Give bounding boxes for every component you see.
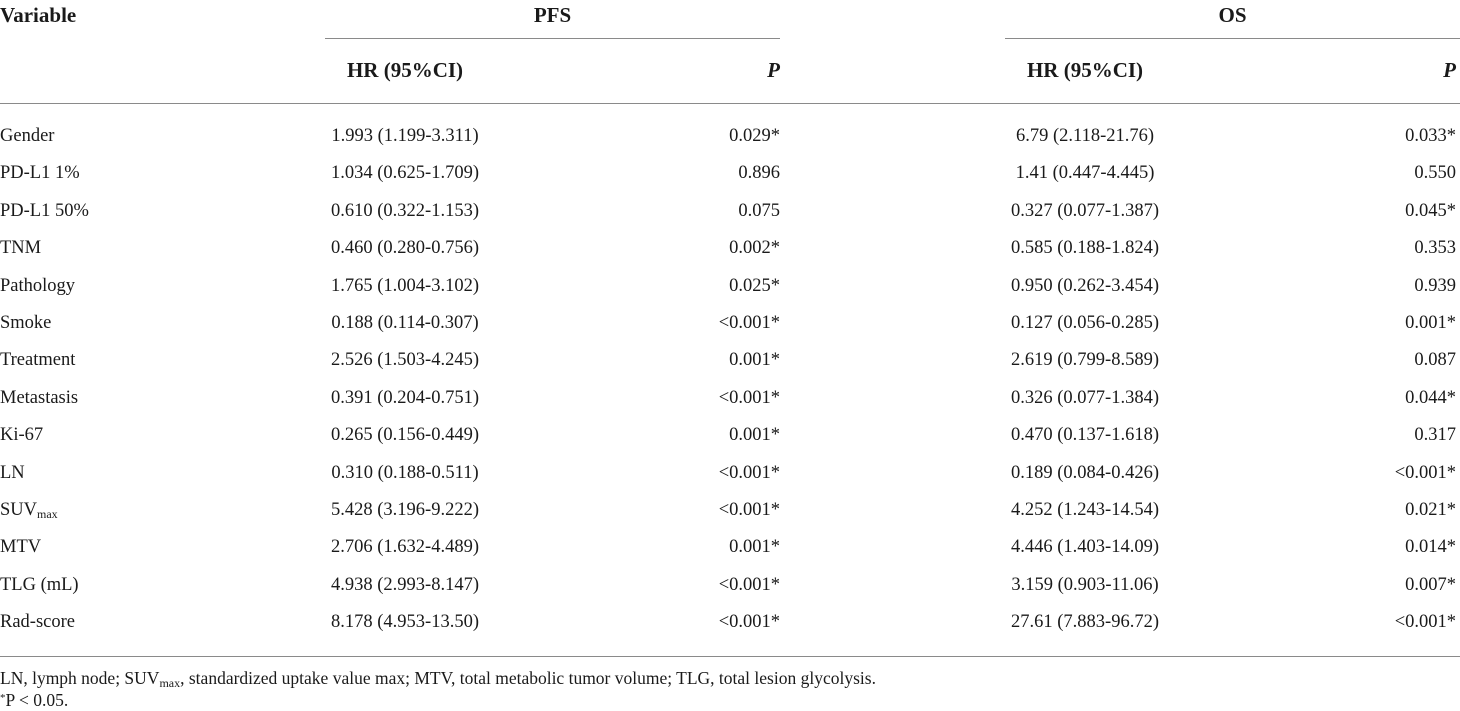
table-row bbox=[0, 268, 1460, 305]
cell-os-p: 0.353 bbox=[1414, 238, 1456, 259]
cell-os-hr: 0.326 (0.077-1.384) bbox=[1011, 387, 1159, 408]
cell-os-p: <0.001* bbox=[1394, 462, 1456, 483]
cell-variable: Rad-score bbox=[0, 612, 75, 633]
cell-os-hr: 2.619 (0.799-8.589) bbox=[1011, 350, 1159, 371]
cell-os-p: 0.014* bbox=[1405, 537, 1456, 558]
cell-os-hr: 4.252 (1.243-14.54) bbox=[1011, 500, 1159, 520]
cell-pfs-p: 0.002* bbox=[729, 238, 780, 259]
cell-variable: MTV bbox=[0, 537, 42, 558]
table-row bbox=[0, 155, 1460, 192]
cell-pfs-hr: 0.265 (0.156-0.449) bbox=[331, 425, 479, 446]
table-row bbox=[0, 492, 1460, 529]
cell-variable: Metastasis bbox=[0, 387, 79, 408]
header-bottom-rule bbox=[0, 103, 1460, 104]
header-os-hr: HR (95%CI) bbox=[1026, 58, 1144, 82]
cell-variable: Treatment bbox=[0, 350, 76, 371]
table-row bbox=[0, 230, 1460, 267]
cell-pfs-hr: 0.310 (0.188-0.511) bbox=[331, 462, 479, 483]
header-os: OS bbox=[1218, 3, 1247, 27]
table-row bbox=[0, 529, 1460, 566]
cell-os-hr: 0.127 (0.056-0.285) bbox=[1011, 313, 1159, 333]
cell-os-hr: 3.159 (0.903-11.06) bbox=[1011, 574, 1159, 595]
cell-pfs-hr: 2.526 (1.503-4.245) bbox=[331, 350, 479, 371]
cell-pfs-hr: 2.706 (1.632-4.489) bbox=[331, 537, 479, 558]
cell-os-p: 0.317 bbox=[1414, 425, 1456, 446]
cell-pfs-p: 0.896 bbox=[738, 163, 780, 184]
cell-pfs-p: <0.001* bbox=[718, 574, 780, 595]
footnote-subscript: max bbox=[159, 676, 181, 690]
footnote-p-text: P < 0.05. bbox=[5, 690, 69, 710]
table-bottom-rule bbox=[0, 656, 1460, 657]
cell-pfs-hr: 0.391 (0.204-0.751) bbox=[331, 387, 479, 408]
cell-os-p: 0.001* bbox=[1405, 313, 1456, 333]
cell-variable: Smoke bbox=[0, 313, 52, 333]
cell-pfs-p: 0.075 bbox=[738, 200, 780, 221]
footnote-text-a: LN, lymph node; SUV bbox=[0, 668, 160, 688]
cell-variable: TNM bbox=[0, 238, 42, 259]
header-os-p: P bbox=[1443, 58, 1456, 82]
cell-pfs-hr: 4.938 (2.993-8.147) bbox=[331, 574, 479, 595]
cell-variable: PD-L1 1% bbox=[0, 163, 80, 184]
header-pfs-p: P bbox=[767, 58, 780, 82]
cell-pfs-hr: 0.610 (0.322-1.153) bbox=[331, 200, 479, 221]
table-row bbox=[0, 567, 1460, 604]
cell-pfs-p: 0.001* bbox=[729, 350, 780, 371]
cell-variable: PD-L1 50% bbox=[0, 200, 89, 221]
cell-os-p: 0.044* bbox=[1405, 387, 1456, 408]
cell-pfs-hr: 0.188 (0.114-0.307) bbox=[331, 313, 479, 333]
cell-pfs-hr: 8.178 (4.953-13.50) bbox=[331, 612, 479, 633]
table-row bbox=[0, 193, 1460, 230]
suv-subscript: max bbox=[37, 507, 58, 521]
cell-os-p: 0.021* bbox=[1405, 500, 1456, 520]
cell-pfs-p: 0.029* bbox=[729, 126, 780, 146]
footnote-star: * bbox=[0, 692, 6, 704]
cell-pfs-p: <0.001* bbox=[718, 500, 780, 520]
header-pfs-hr: HR (95%CI) bbox=[346, 58, 464, 82]
cell-pfs-hr: 1.993 (1.199-3.311) bbox=[331, 126, 479, 146]
cell-pfs-p: <0.001* bbox=[718, 612, 780, 633]
table-row bbox=[0, 604, 1460, 641]
cell-variable: Ki-67 bbox=[0, 425, 44, 446]
cell-os-p: 0.045* bbox=[1405, 200, 1456, 221]
cell-pfs-hr: 0.460 (0.280-0.756) bbox=[331, 238, 479, 259]
cell-os-p: 0.033* bbox=[1405, 126, 1456, 146]
footnote-text-b: , standardized uptake value max; MTV, total metabolic tumor volume; TLG, total lesion glycolysis. bbox=[180, 668, 876, 688]
cell-os-hr: 0.327 (0.077-1.387) bbox=[1011, 200, 1159, 221]
cell-os-hr: 6.79 (2.118-21.76) bbox=[1015, 126, 1155, 146]
cell-pfs-p: 0.001* bbox=[729, 425, 780, 446]
table-row bbox=[0, 455, 1460, 492]
cell-pfs-hr: 5.428 (3.196-9.222) bbox=[331, 500, 479, 520]
cell-variable bbox=[0, 492, 58, 529]
cell-os-p: 0.550 bbox=[1414, 163, 1456, 184]
table-row bbox=[0, 305, 1460, 342]
table-row bbox=[0, 342, 1460, 379]
cell-pfs-hr: 1.765 (1.004-3.102) bbox=[331, 275, 479, 296]
cell-pfs-p: <0.001* bbox=[718, 387, 780, 408]
cell-os-p: 0.007* bbox=[1405, 574, 1456, 595]
cell-os-hr: 0.950 (0.262-3.454) bbox=[1011, 275, 1159, 296]
footnote-significance bbox=[0, 690, 68, 711]
cell-os-p: 0.939 bbox=[1414, 275, 1456, 296]
table-row bbox=[0, 118, 1460, 155]
table-row bbox=[0, 417, 1460, 454]
cell-pfs-p: <0.001* bbox=[718, 462, 780, 483]
cell-pfs-p: 0.025* bbox=[729, 275, 780, 296]
cell-pfs-p: 0.001* bbox=[729, 537, 780, 558]
cell-variable: Pathology bbox=[0, 275, 76, 296]
cell-os-hr: 0.585 (0.188-1.824) bbox=[1011, 238, 1159, 259]
pfs-header-rule bbox=[325, 38, 780, 39]
cell-pfs-hr: 1.034 (0.625-1.709) bbox=[331, 163, 479, 184]
header-variable: Variable bbox=[0, 3, 77, 27]
cell-os-hr: 0.189 (0.084-0.426) bbox=[1011, 462, 1159, 483]
table-row bbox=[0, 380, 1460, 417]
cell-variable: LN bbox=[0, 462, 25, 483]
cell-variable: Gender bbox=[0, 126, 55, 146]
cell-os-p: <0.001* bbox=[1394, 612, 1456, 633]
cell-os-hr: 1.41 (0.447-4.445) bbox=[1015, 163, 1155, 184]
cell-os-hr: 4.446 (1.403-14.09) bbox=[1011, 537, 1159, 558]
cell-os-hr: 0.470 (0.137-1.618) bbox=[1011, 425, 1159, 446]
cell-pfs-p: <0.001* bbox=[718, 313, 780, 333]
os-header-rule bbox=[1005, 38, 1460, 39]
footnote-abbreviations bbox=[0, 668, 876, 691]
suv-label: SUV bbox=[0, 500, 38, 520]
cell-os-p: 0.087 bbox=[1414, 350, 1456, 371]
cell-os-hr: 27.61 (7.883-96.72) bbox=[1011, 612, 1159, 633]
cell-variable: TLG (mL) bbox=[0, 574, 79, 595]
header-pfs: PFS bbox=[533, 3, 572, 27]
